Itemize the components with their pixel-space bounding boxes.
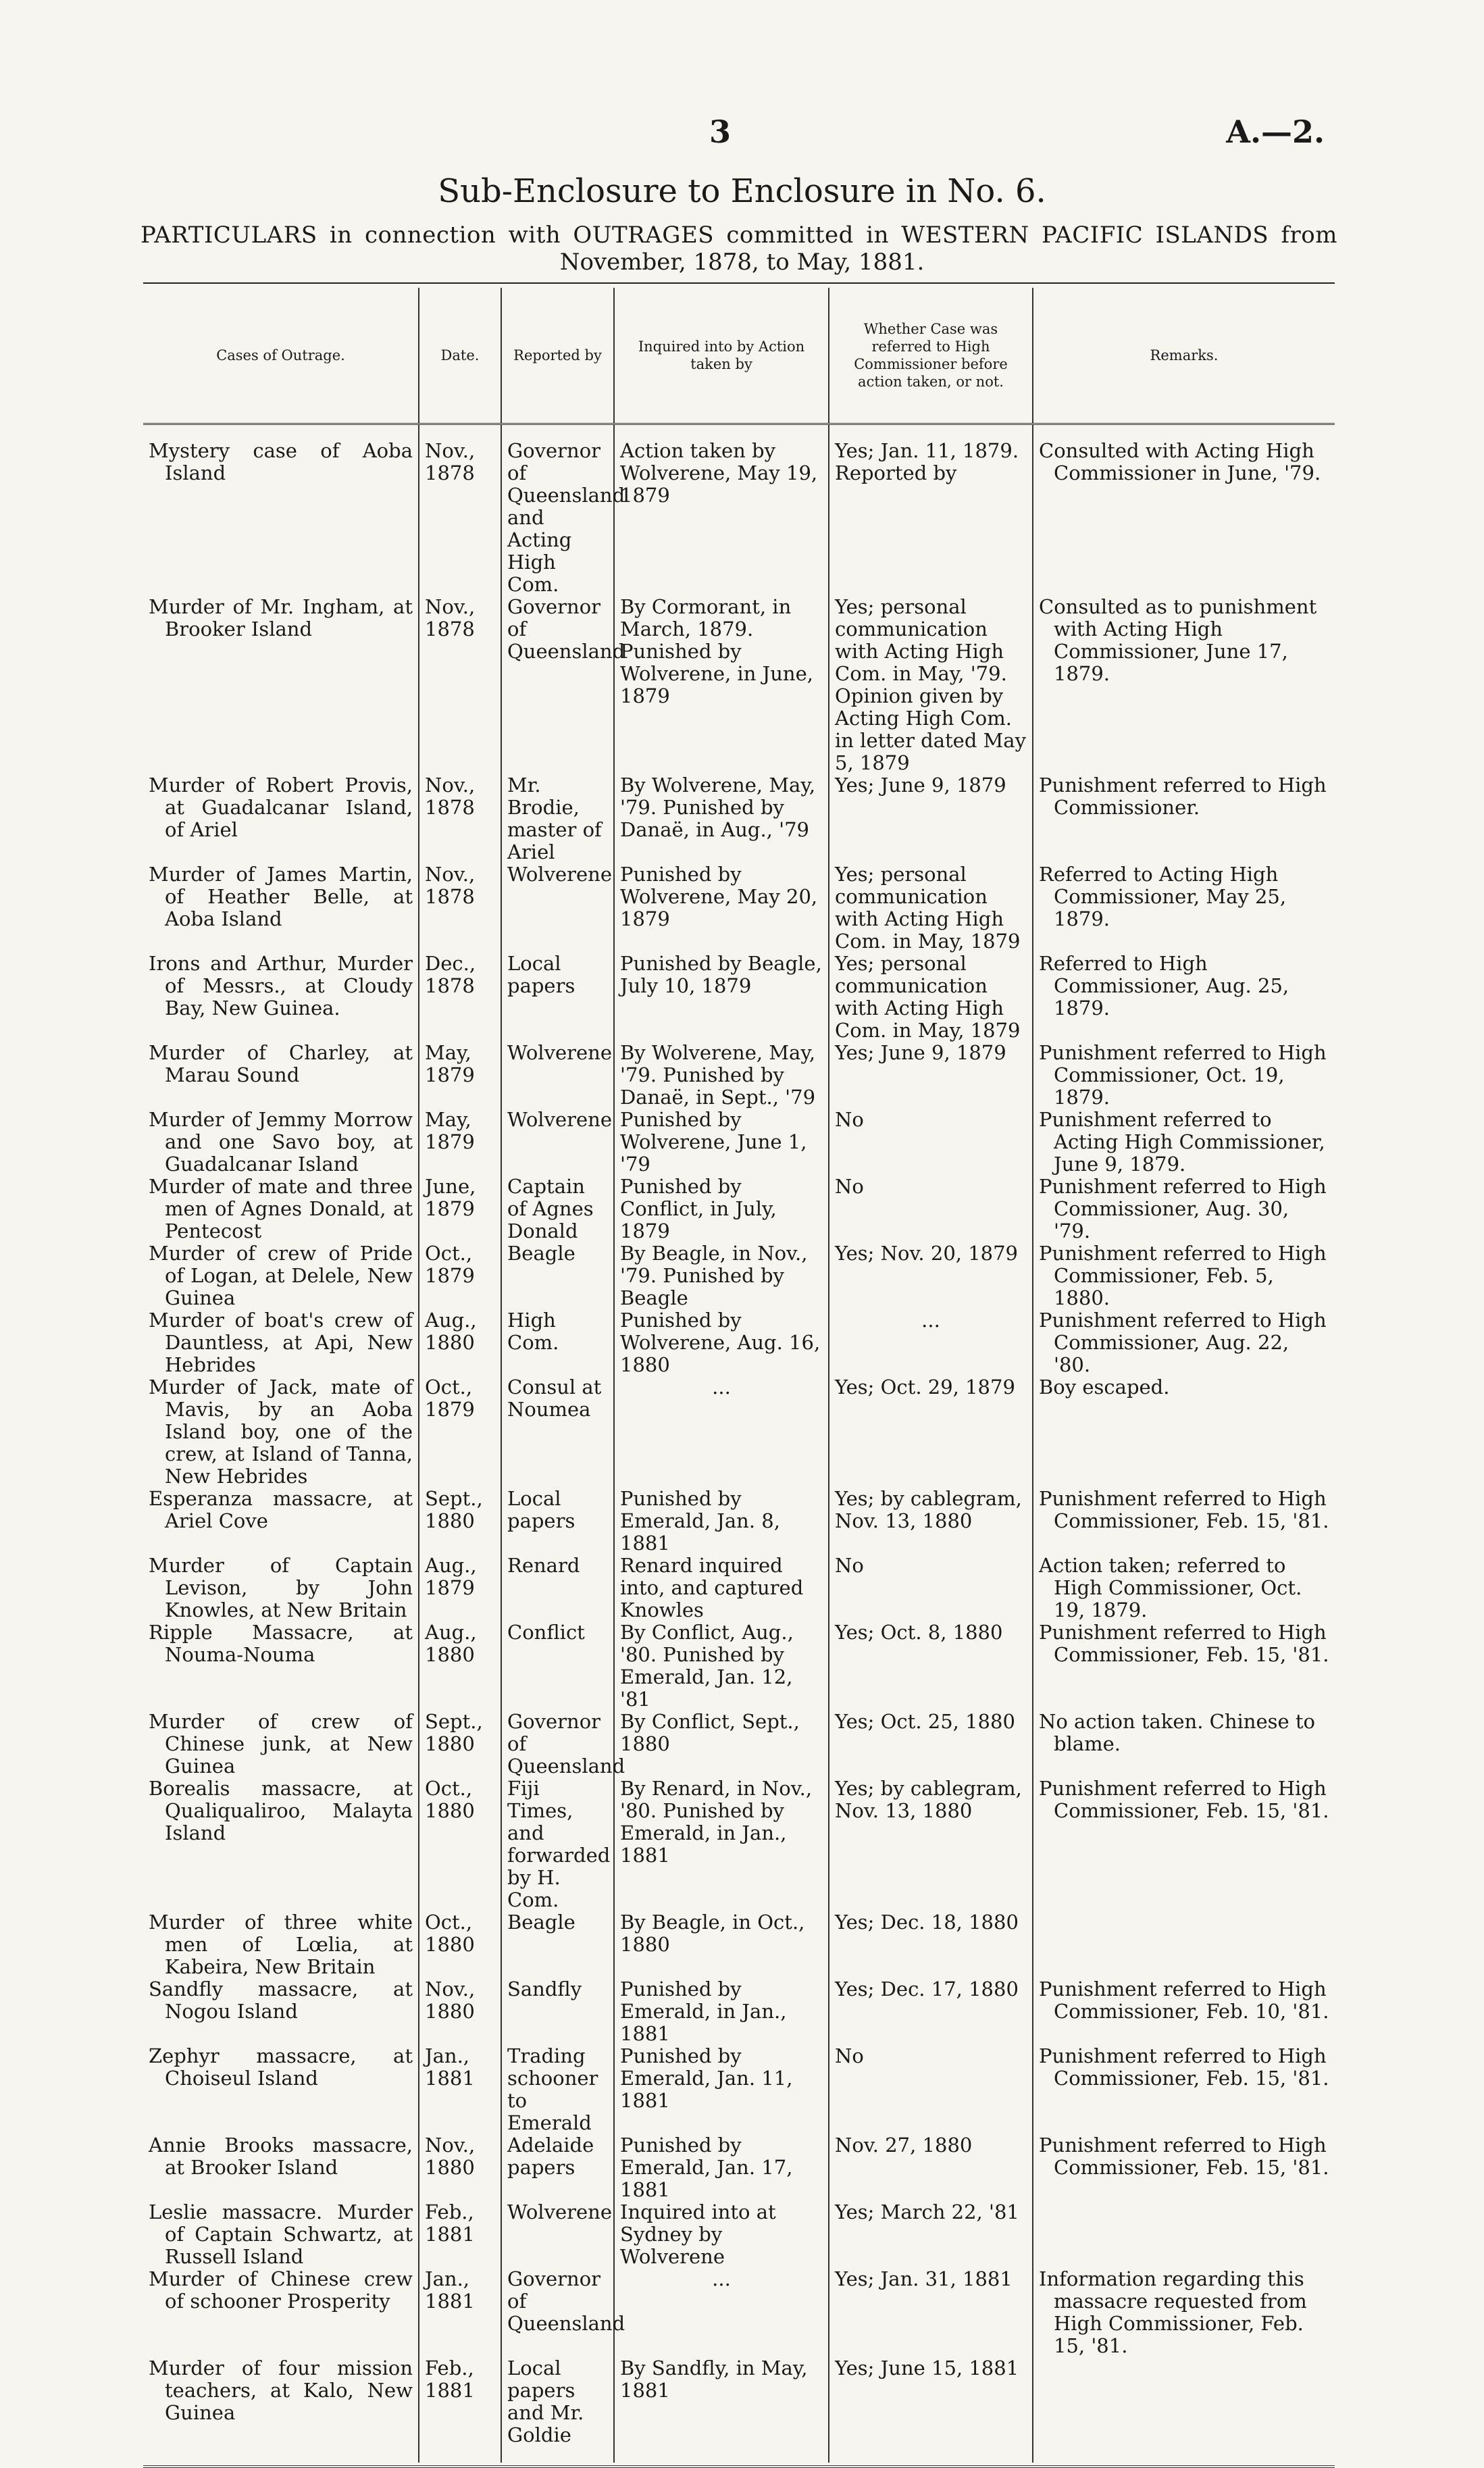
cell-remarks: Punishment referred to High Commissioner, Feb. 15, '81. [1033,1488,1335,1555]
cell-date: Feb., 1881 [419,2201,501,2268]
cell-date: Feb., 1881 [419,2357,501,2463]
page-number: 3 [709,114,732,150]
cell-remarks: Referred to High Commissioner, Aug. 25, 1879. [1033,953,1335,1042]
cell-referred: Yes; personal communication with Acting High Com. in May, 1879 [829,953,1033,1042]
cell-remarks: Punishment referred to High Commissioner, Feb. 10, '81. [1033,1978,1335,2045]
table-header-row [143,288,1335,424]
cell-referred: Yes; by cablegram, Nov. 13, 1880 [829,1778,1033,1911]
cell-reported: Renard [501,1555,614,1621]
cell-remarks: Punishment referred to High Commissioner, Aug. 22, '80. [1033,1309,1335,1376]
cell-referred: Yes; June 15, 1881 [829,2357,1033,2463]
cell-date: Aug., 1880 [419,1309,501,1376]
cell-remarks: Punishment referred to Acting High Commissioner, June 9, 1879. [1033,1109,1335,1176]
table-row [143,424,1335,597]
top-rule [143,282,1335,284]
cell-remarks: Referred to Acting High Commissioner, May 25, 1879. [1033,863,1335,953]
cell-date: June, 1879 [419,1176,501,1242]
cell-case: Murder of three white men of Lœlia, at Kabeira, New Britain [149,1911,413,1978]
cell-reported: Wolverene [501,1042,614,1109]
cell-date: Nov., 1878 [419,774,501,863]
cell-remarks: Information regarding this massacre requested from High Commissioner, Feb. 15, '81. [1033,2268,1335,2357]
cell-inquired: By Wolverene, May, '79. Punished by Danaë, in Sept., '79 [614,1042,829,1109]
table-row [143,1555,1335,1621]
cell-referred: Yes; Oct. 8, 1880 [829,1621,1033,1711]
cell-remarks: Punishment referred to High Commissioner, Feb. 15, '81. [1033,2045,1335,2134]
page-title: Sub-Enclosure to Enclosure in No. 6. [438,172,1046,210]
cell-reported: Governor of Queensland [501,2268,614,2357]
col-header-case: Cases of Outrage. [143,288,419,424]
cell-remarks: Boy escaped. [1033,1376,1335,1488]
cell-remarks: Punishment referred to High Commissioner, Feb. 15, '81. [1033,1778,1335,1911]
cell-reported: Wolverene [501,1109,614,1176]
cell-inquired: Punished by Emerald, in Jan., 1881 [614,1978,829,2045]
cell-inquired: Punished by Emerald, Jan. 8, 1881 [614,1488,829,1555]
cell-reported: Governor of Queensland [501,596,614,774]
cell-inquired: Punished by Wolverene, May 20, 1879 [614,863,829,953]
cell-inquired: By Conflict, Aug., '80. Punished by Emerald, Jan. 12, '81 [614,1621,829,1711]
col-header-remarks: Remarks. [1033,288,1335,424]
table-row [143,774,1335,863]
table-row [143,2357,1335,2463]
cell-inquired: Punished by Wolverene, June 1, '79 [614,1109,829,1176]
cell-date: Dec., 1878 [419,953,501,1042]
cell-inquired: By Beagle, in Oct., 1880 [614,1911,829,1978]
cell-case: Murder of Captain Levison, by John Knowles, at New Britain [149,1554,413,1621]
table-row [143,1911,1335,1978]
cell-referred: Nov. 27, 1880 [829,2134,1033,2201]
cell-case: Murder of boat's crew of Dauntless, at Api, New Hebrides [149,1309,413,1376]
cell-referred: No [829,1176,1033,1242]
cell-inquired: By Renard, in Nov., '80. Punished by Emerald, in Jan., 1881 [614,1778,829,1911]
cell-remarks: Punishment referred to High Commissioner, Aug. 30, '79. [1033,1176,1335,1242]
table-row [143,1109,1335,1176]
cell-referred: Yes; Jan. 31, 1881 [829,2268,1033,2357]
cell-remarks: Consulted with Acting High Commissioner in June, '79. [1033,424,1335,597]
table-row [143,1176,1335,1242]
cell-date: Nov., 1878 [419,596,501,774]
cell-reported: Captain of Agnes Donald [501,1176,614,1242]
cell-case: Murder of mate and three men of Agnes Donald, at Pentecost [149,1175,413,1242]
cell-inquired: Renard inquired into, and captured Knowles [614,1555,829,1621]
cell-case: Mystery case of Aoba Island [149,439,413,484]
cell-inquired: Punished by Conflict, in July, 1879 [614,1176,829,1242]
cell-date: Nov., 1878 [419,863,501,953]
cell-inquired: Punished by Beagle, July 10, 1879 [614,953,829,1042]
cell-referred: No [829,1109,1033,1176]
cell-reported: Wolverene [501,863,614,953]
cell-remarks: Punishment referred to High Commissioner, Feb. 15, '81. [1033,1621,1335,1711]
cell-reported: Beagle [501,1242,614,1309]
cell-reported: Local papers [501,953,614,1042]
cell-inquired: By Conflict, Sept., 1880 [614,1711,829,1778]
cell-remarks: Consulted as to punishment with Acting High Commissioner, June 17, 1879. [1033,596,1335,774]
cell-inquired: ... [614,1376,829,1488]
cell-referred: Yes; March 22, '81 [829,2201,1033,2268]
table-row [143,2201,1335,2268]
cell-case: Murder of James Martin, of Heather Belle, at Aoba Island [149,863,413,930]
cell-case: Zephyr massacre, at Choiseul Island [149,2044,413,2090]
cell-remarks: Punishment referred to High Commissioner, Oct. 19, 1879. [1033,1042,1335,1109]
cell-referred: Yes; Nov. 20, 1879 [829,1242,1033,1309]
table-row [143,1778,1335,1911]
cell-referred: Yes; Oct. 25, 1880 [829,1711,1033,1778]
cell-inquired: Punished by Emerald, Jan. 17, 1881 [614,2134,829,2201]
cell-case: Annie Brooks massacre, at Brooker Island [149,2134,413,2179]
table-row [143,953,1335,1042]
cell-case: Murder of crew of Pride of Logan, at Delele, New Guinea [149,1242,413,1309]
cell-date: Oct., 1879 [419,1376,501,1488]
cell-reported: Adelaide papers [501,2134,614,2201]
table-row [143,1376,1335,1488]
cell-referred: Yes; Dec. 18, 1880 [829,1911,1033,1978]
cell-referred: Yes; personal communication with Acting High Com. in May, '79. Opinion given by Acting High Com. in letter dated May 5, 1879 [829,596,1033,774]
cell-inquired: By Sandfly, in May, 1881 [614,2357,829,2463]
cell-remarks: Punishment referred to High Commissioner, Feb. 5, 1880. [1033,1242,1335,1309]
cell-date: Oct., 1880 [419,1778,501,1911]
cell-case: Murder of Robert Provis, at Guadalcanar Island, of Ariel [149,774,413,841]
cell-reported: Governor of Queensland [501,1711,614,1778]
cell-inquired: ... [614,2268,829,2357]
cell-date: Nov., 1880 [419,1978,501,2045]
table-row [143,2268,1335,2357]
table-row [143,1621,1335,1711]
cell-remarks: No action taken. Chinese to blame. [1033,1711,1335,1778]
table-row [143,1309,1335,1376]
cell-case: Esperanza massacre, at Ariel Cove [149,1487,413,1532]
col-header-referred: Whether Case was referred to High Commissioner before action taken, or not. [829,288,1033,424]
cell-case: Murder of Jemmy Morrow and one Savo boy, at Guadalcanar Island [149,1108,413,1176]
cell-case: Sandfly massacre, at Nogou Island [149,1978,413,2023]
cell-case: Murder of Charley, at Marau Sound [149,1041,413,1086]
cell-reported: Sandfly [501,1978,614,2045]
cell-date: Aug., 1879 [419,1555,501,1621]
cell-date: Sept., 1880 [419,1711,501,1778]
cell-referred: Yes; June 9, 1879 [829,774,1033,863]
col-header-date: Date. [419,288,501,424]
cell-referred: Yes; June 9, 1879 [829,1042,1033,1109]
cell-case: Murder of crew of Chinese junk, at New Guinea [149,1710,413,1778]
cell-case: Murder of Jack, mate of Mavis, by an Aoba Island boy, one of the crew, at Island of Tanna, New Hebrides [149,1376,413,1488]
table-body [143,424,1335,2463]
cell-remarks: Action taken; referred to High Commissioner, Oct. 19, 1879. [1033,1555,1335,1621]
col-header-inquired: Inquired into by Action taken by [614,288,829,424]
cell-referred: No [829,2045,1033,2134]
cell-reported: Trading schooner to Emerald [501,2045,614,2134]
cell-case: Leslie massacre. Murder of Captain Schwartz, at Russell Island [149,2200,413,2268]
table-row [143,1488,1335,1555]
cell-case: Irons and Arthur, Murder of Messrs., at Cloudy Bay, New Guinea. [149,952,413,1019]
subtitle-line-2: November, 1878, to May, 1881. [559,249,925,276]
cell-reported: High Com. [501,1309,614,1376]
cell-date: Nov., 1880 [419,2134,501,2201]
cell-date: Oct., 1879 [419,1242,501,1309]
cell-reported: Local papers and Mr. Goldie [501,2357,614,2463]
cell-inquired: By Wolverene, May, '79. Punished by Danaë, in Aug., '79 [614,774,829,863]
cell-inquired: Punished by Emerald, Jan. 11, 1881 [614,2045,829,2134]
cell-reported: Consul at Noumea [501,1376,614,1488]
cell-referred: No [829,1555,1033,1621]
cell-inquired: By Beagle, in Nov., '79. Punished by Beagle [614,1242,829,1309]
cell-inquired: Inquired into at Sydney by Wolverene [614,2201,829,2268]
cell-reported: Mr. Brodie, master of Ariel [501,774,614,863]
cell-reported: Wolverene [501,2201,614,2268]
cell-date: Oct., 1880 [419,1911,501,1978]
subtitle-line-1: PARTICULARS in connection with OUTRAGES committed in WESTERN PACIFIC ISLANDS from [140,222,1337,249]
table-row [143,596,1335,774]
cell-remarks [1033,2357,1335,2463]
cell-date: Jan., 1881 [419,2268,501,2357]
table-row [143,2134,1335,2201]
col-header-reported: Reported by [501,288,614,424]
cell-reported: Fiji Times, and forwarded by H. Com. [501,1778,614,1911]
table-row [143,1711,1335,1778]
table-row [143,863,1335,953]
cell-remarks: Punishment referred to High Commissioner. [1033,774,1335,863]
cell-referred: Yes; Dec. 17, 1880 [829,1978,1033,2045]
cell-reported: Beagle [501,1911,614,1978]
cell-inquired: Punished by Wolverene, Aug. 16, 1880 [614,1309,829,1376]
cell-inquired: Action taken by Wolverene, May 19, 1879 [614,424,829,597]
cell-case: Murder of four mission teachers, at Kalo, New Guinea [149,2357,413,2424]
cell-referred: Yes; personal communication with Acting High Com. in May, 1879 [829,863,1033,953]
outrages-table [143,288,1335,2463]
cell-inquired: By Cormorant, in March, 1879. Punished by Wolverene, in June, 1879 [614,596,829,774]
cell-reported: Conflict [501,1621,614,1711]
cell-referred: Yes; Jan. 11, 1879. Reported by [829,424,1033,597]
bottom-rule [143,2465,1335,2468]
cell-case: Ripple Massacre, at Nouma-Nouma [149,1621,413,1666]
table-row [143,2045,1335,2134]
cell-reported: Governor of Queensland and Acting High Com. [501,424,614,597]
cell-reported: Local papers [501,1488,614,1555]
cell-case: Murder of Mr. Ingham, at Brooker Island [149,595,413,640]
cell-case: Borealis massacre, at Qualiqualiroo, Malayta Island [149,1777,413,1844]
cell-date: May, 1879 [419,1042,501,1109]
table-row [143,1978,1335,2045]
parliamentary-reference: A.—2. [1226,114,1325,150]
cell-case: Murder of Chinese crew of schooner Prosperity [149,2267,413,2313]
cell-remarks [1033,2201,1335,2268]
cell-date: Jan., 1881 [419,2045,501,2134]
table-row [143,1042,1335,1109]
cell-date: Sept., 1880 [419,1488,501,1555]
cell-date: Aug., 1880 [419,1621,501,1711]
cell-date: May, 1879 [419,1109,501,1176]
cell-referred: Yes; Oct. 29, 1879 [829,1376,1033,1488]
table-row [143,1242,1335,1309]
cell-date: Nov., 1878 [419,424,501,597]
cell-referred: Yes; by cablegram, Nov. 13, 1880 [829,1488,1033,1555]
cell-remarks [1033,1911,1335,1978]
cell-remarks: Punishment referred to High Commissioner, Feb. 15, '81. [1033,2134,1335,2201]
cell-referred: ... [829,1309,1033,1376]
